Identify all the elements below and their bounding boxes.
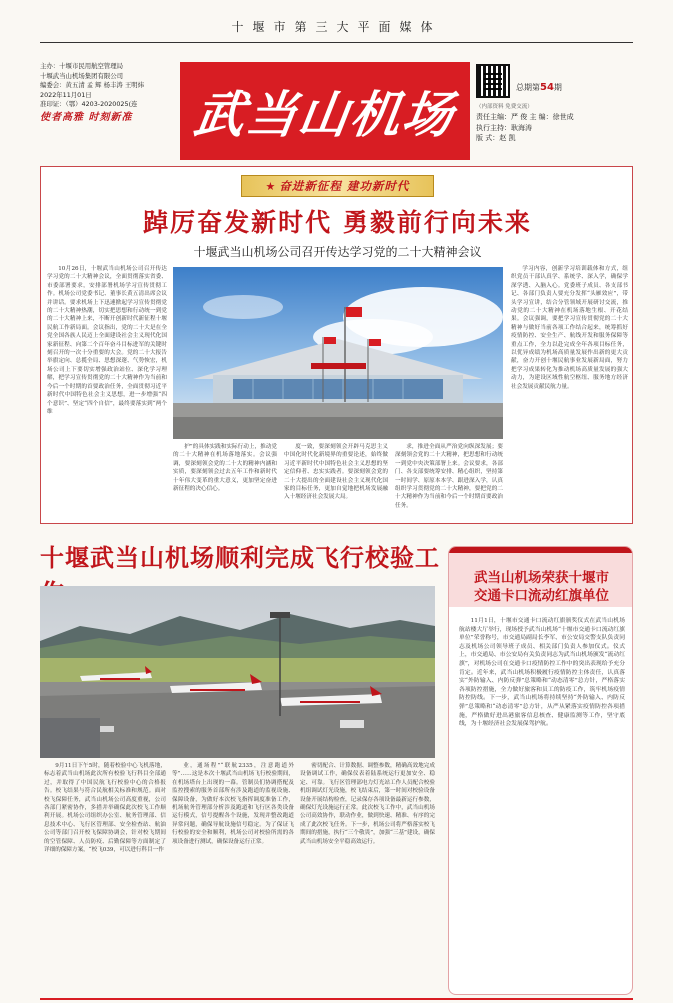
article1-subheadline: 十堰武当山机场公司召开传达学习党的二十大精神会议 — [193, 245, 482, 259]
article2-headline: 十堰武当山机场顺利完成飞行校验工 — [40, 544, 440, 572]
article3-box — [448, 546, 633, 995]
masthead-issue-info — [476, 62, 633, 160]
article2-column: 密切配合、计算数据、调整参数，精确高效地完成设备调试工作，确保仪表着陆系统运行更加安全、稳定、可靠。飞行区管理部电力灯光站工作人员配合校验机组调试灯光设施，校飞结束后，第一时间对校验设备设备开展结构检查，记录保存各项设备最新运行参数，确保灯光设施运行正常。此次校飞工作中，武当山机场公司高效协作，联动作业，做到快速、精准、有序的完成了此次校飞任务。下一步，机场公司将严格落实校飞期间的措施，执行“三个敬畏”，加强“三基”建设，确保武当山机场安全平稳高效运行。 — [300, 763, 435, 845]
article1-column: 学习内容，创新学习培训载体和方式，组织党员干部认真学、系统学、深入学，确保学深学透、入脑入心。党委班子成员、各支部书记、各部门负责人要充分发挥“头雁效应”，带头学习宣讲，结合分管领域开展研讨交流，推动党的二十大精神在机场落地生根、开花结果。会议强调，要把学习宣传贯彻党的二十大精神与做好当前各项工作结合起来，统筹抓好疫情防控、安全生产、航线开发和服务保障等重点工作，全力以赴完成全年各项目标任务，以优异成绩为机场高质量发展作出新的更大贡献，奋力开创十堰民航事业发展新局面，努力把学习成果转化为推动机场高质量发展的强大动力，为建设区域性航空枢纽、服务地方经济社会发展贡献民航力量。 — [511, 266, 628, 390]
newspaper-title: 武当山机场 — [190, 85, 459, 144]
sponsor-line: 编委会：黄五清 孟 辉 杨丰涛 王明炜 — [40, 81, 144, 90]
article1-column: 护”的具体实践和实际行动上，推动党的二十大精神在机场落地落实。会议强调，要深刻领会党的二十大的精神内涵和实质，要深刻领会过去五年工作和新时代十年伟大变革的重大意义，更加坚定奋进新征程的决心信心。 — [173, 444, 277, 493]
star-icon: ★ — [265, 179, 276, 193]
article1-column: 求，推进全面从严治党向纵深发展；要深刻领会党的二十大精神，把思想和行动统一到党中央决策部署上来。会议要求，各部门、各支部要统筹安排、精心组织，坚持第一时间学、原原本本学、跟进深入学，认真组织学习贯彻党的二十大精神，要把党的二十大精神作为当前和今后一个时期首要政治任务。 — [395, 444, 503, 509]
article2-column: 9月11日下午5时，随着校验中心飞机落地，标志着武当山机场此次所有校验飞行科目全部通过，并取得了中国民航飞行校验中心的合格报告。校飞结果与符合民航相关标准和规范。面对校飞保障任务，武当山机场公司高度重视，公司各部门紧密协作，多措并举确保此次校飞工作顺利开展。机场公司组织办公室、航务管理部、信息技术中心、飞行区管理部、安全检查站、航油公司等部门召开校飞保障协调会，针对校飞期间的空管保障、人员防疫、后勤保障等方面制定了详细的保障方案，“校飞039，可以进行科目一作 — [44, 763, 166, 854]
article1-column: 度一致，要深刻领会开辟马克思主义中国化时代化新境界的重要论述，始终做习近平新时代中国特色社会主义思想的坚定信仰者、忠实实践者。要深刻领会党的二十大提出的全面建设社会主义现代化国家的目标任务，更加自觉地把机场发展融入十堰经济社会发展大局。 — [284, 444, 388, 501]
slogan: 使者高雅 时刻新准 — [40, 111, 133, 123]
internal-note: （内部资料 免费交流） — [476, 104, 533, 110]
article2-column: 业，通场程”“联航2335，注意跑道外等”……这是本次十堰武当山机场飞行校验期间，在机场塔台上出现的一幕。管制员们协调搭配及监控搜索的服务首部所有涉及跑道的监视设施、保障设备，为做好本次校飞指挥调度准备工作，机场航务管理部分析涉及跑道和飞行区各类设备运行模式，信号提醒各个设施，发现并整改跑道异常问题，确保导航设施信号稳定。为了保证飞行校验的安全和顺利，机场公司对校验所需的各项设备进行测试，确保设备运行正常。 — [172, 763, 294, 845]
sponsor-line: 准印证：（鄂）4203-2020025(连 — [40, 100, 138, 109]
footer-rule — [40, 998, 633, 1000]
issue-number: 总期第54期 — [516, 82, 562, 93]
header-bar — [449, 547, 633, 553]
staff-line: 版 式：赵 凯 — [476, 134, 516, 142]
masthead-title-block — [180, 62, 470, 160]
tagline: 十堰市第三大平面媒体 — [231, 20, 442, 34]
header-rule — [40, 42, 633, 43]
masthead — [40, 62, 633, 162]
qr-code-icon — [476, 64, 510, 98]
article1-section — [40, 166, 633, 524]
article3-headline: 武当山机场荣获十堰市 交通卡口流动红旗单位 — [474, 570, 609, 604]
terminal-photo — [173, 267, 503, 439]
staff-line: 责任主编：严 俊 主 编：徐世成 — [476, 113, 574, 121]
sponsor-line: 十堰武当山机场集团有限公司 — [40, 71, 124, 80]
article3-body: 11月1日，十堰市交通卡口流动红旗颁奖仪式在武当山机场航站楼大厅举行，现场授予武当山机场“十堰市交通卡口流动红旗单位”荣誉称号，市交通局副局长李军、市公安局交警支队负责同志及机场公司领导班子成员、相关部门负责人参加仪式。仪式上，市交通局、市公安局有关负责同志为武当山机场颁发“流动红旗”，对机场公司在交通卡口疫情防控工作中的突出表现给予充分肯定。近年来，武当山机场积极履行疫情防控主体责任，认真落实“外防输入、内防反弹”总策略和“动态清零”总方针，严格落实各项防控措施，全力做好旅客和员工的防疫工作，筑牢机场疫情防控防线。下一步，武当山机场将持续坚持“外防输入、内防反弹”总策略和“动态清零”总方针，从严从紧落实疫情防控各项措施，严格做好进出港旅客信息核查、健康监测等工作，坚守底线，为十堰经济社会发展保驾护航。 — [459, 618, 625, 728]
sponsor-line: 主办：十堰市民用航空管理局 — [40, 62, 124, 70]
sponsor-line: 2022年11月01日 — [40, 90, 92, 99]
staff-list — [476, 112, 574, 144]
article1-column: 10月26日，十堰武当山机场公司召开传达学习党的二十大精神会议，全面贯彻落实省委、市委部署要求，安排部署机场学习宣传贯彻工作。机场公司党委书记、董事长黄五清出席会议并讲话。要求机场上下迅速掀起学习宣传贯彻党的二十大精神热潮，切实把思想和行动统一到党的二十大精神上来，不断开创新时代新征程十堰民航工作新局面。会议指出，党的二十大是在全党全国各族人民迈上全面建设社会主义现代化国家新征程、向第二个百年奋斗目标进军的关键时刻召开的一次十分重要的大会。党的二十大报告举旗定向、总揽全局、思想深邃、气势恢宏，机场公司上下要切实增强政治站位、深化学习理解，把学习宣传贯彻党的二十大精神作为当前和今后一个时期的首要政治任务，全面贯彻习近平新时代中国特色社会主义思想，进一步增强“四个意识”、坚定“四个自信”，最终要落实到“两个维 — [47, 266, 167, 415]
apron-photo — [40, 586, 435, 758]
banner-text: 奋进新征程 建功新时代 — [279, 179, 410, 193]
article3-header — [449, 547, 633, 607]
staff-line: 执行主持：耿海涛 — [476, 123, 532, 132]
masthead-publisher-info — [40, 62, 180, 123]
article1-headline: 踔厉奋发新时代 勇毅前行向未来 — [143, 208, 532, 237]
topic-banner — [241, 175, 434, 197]
